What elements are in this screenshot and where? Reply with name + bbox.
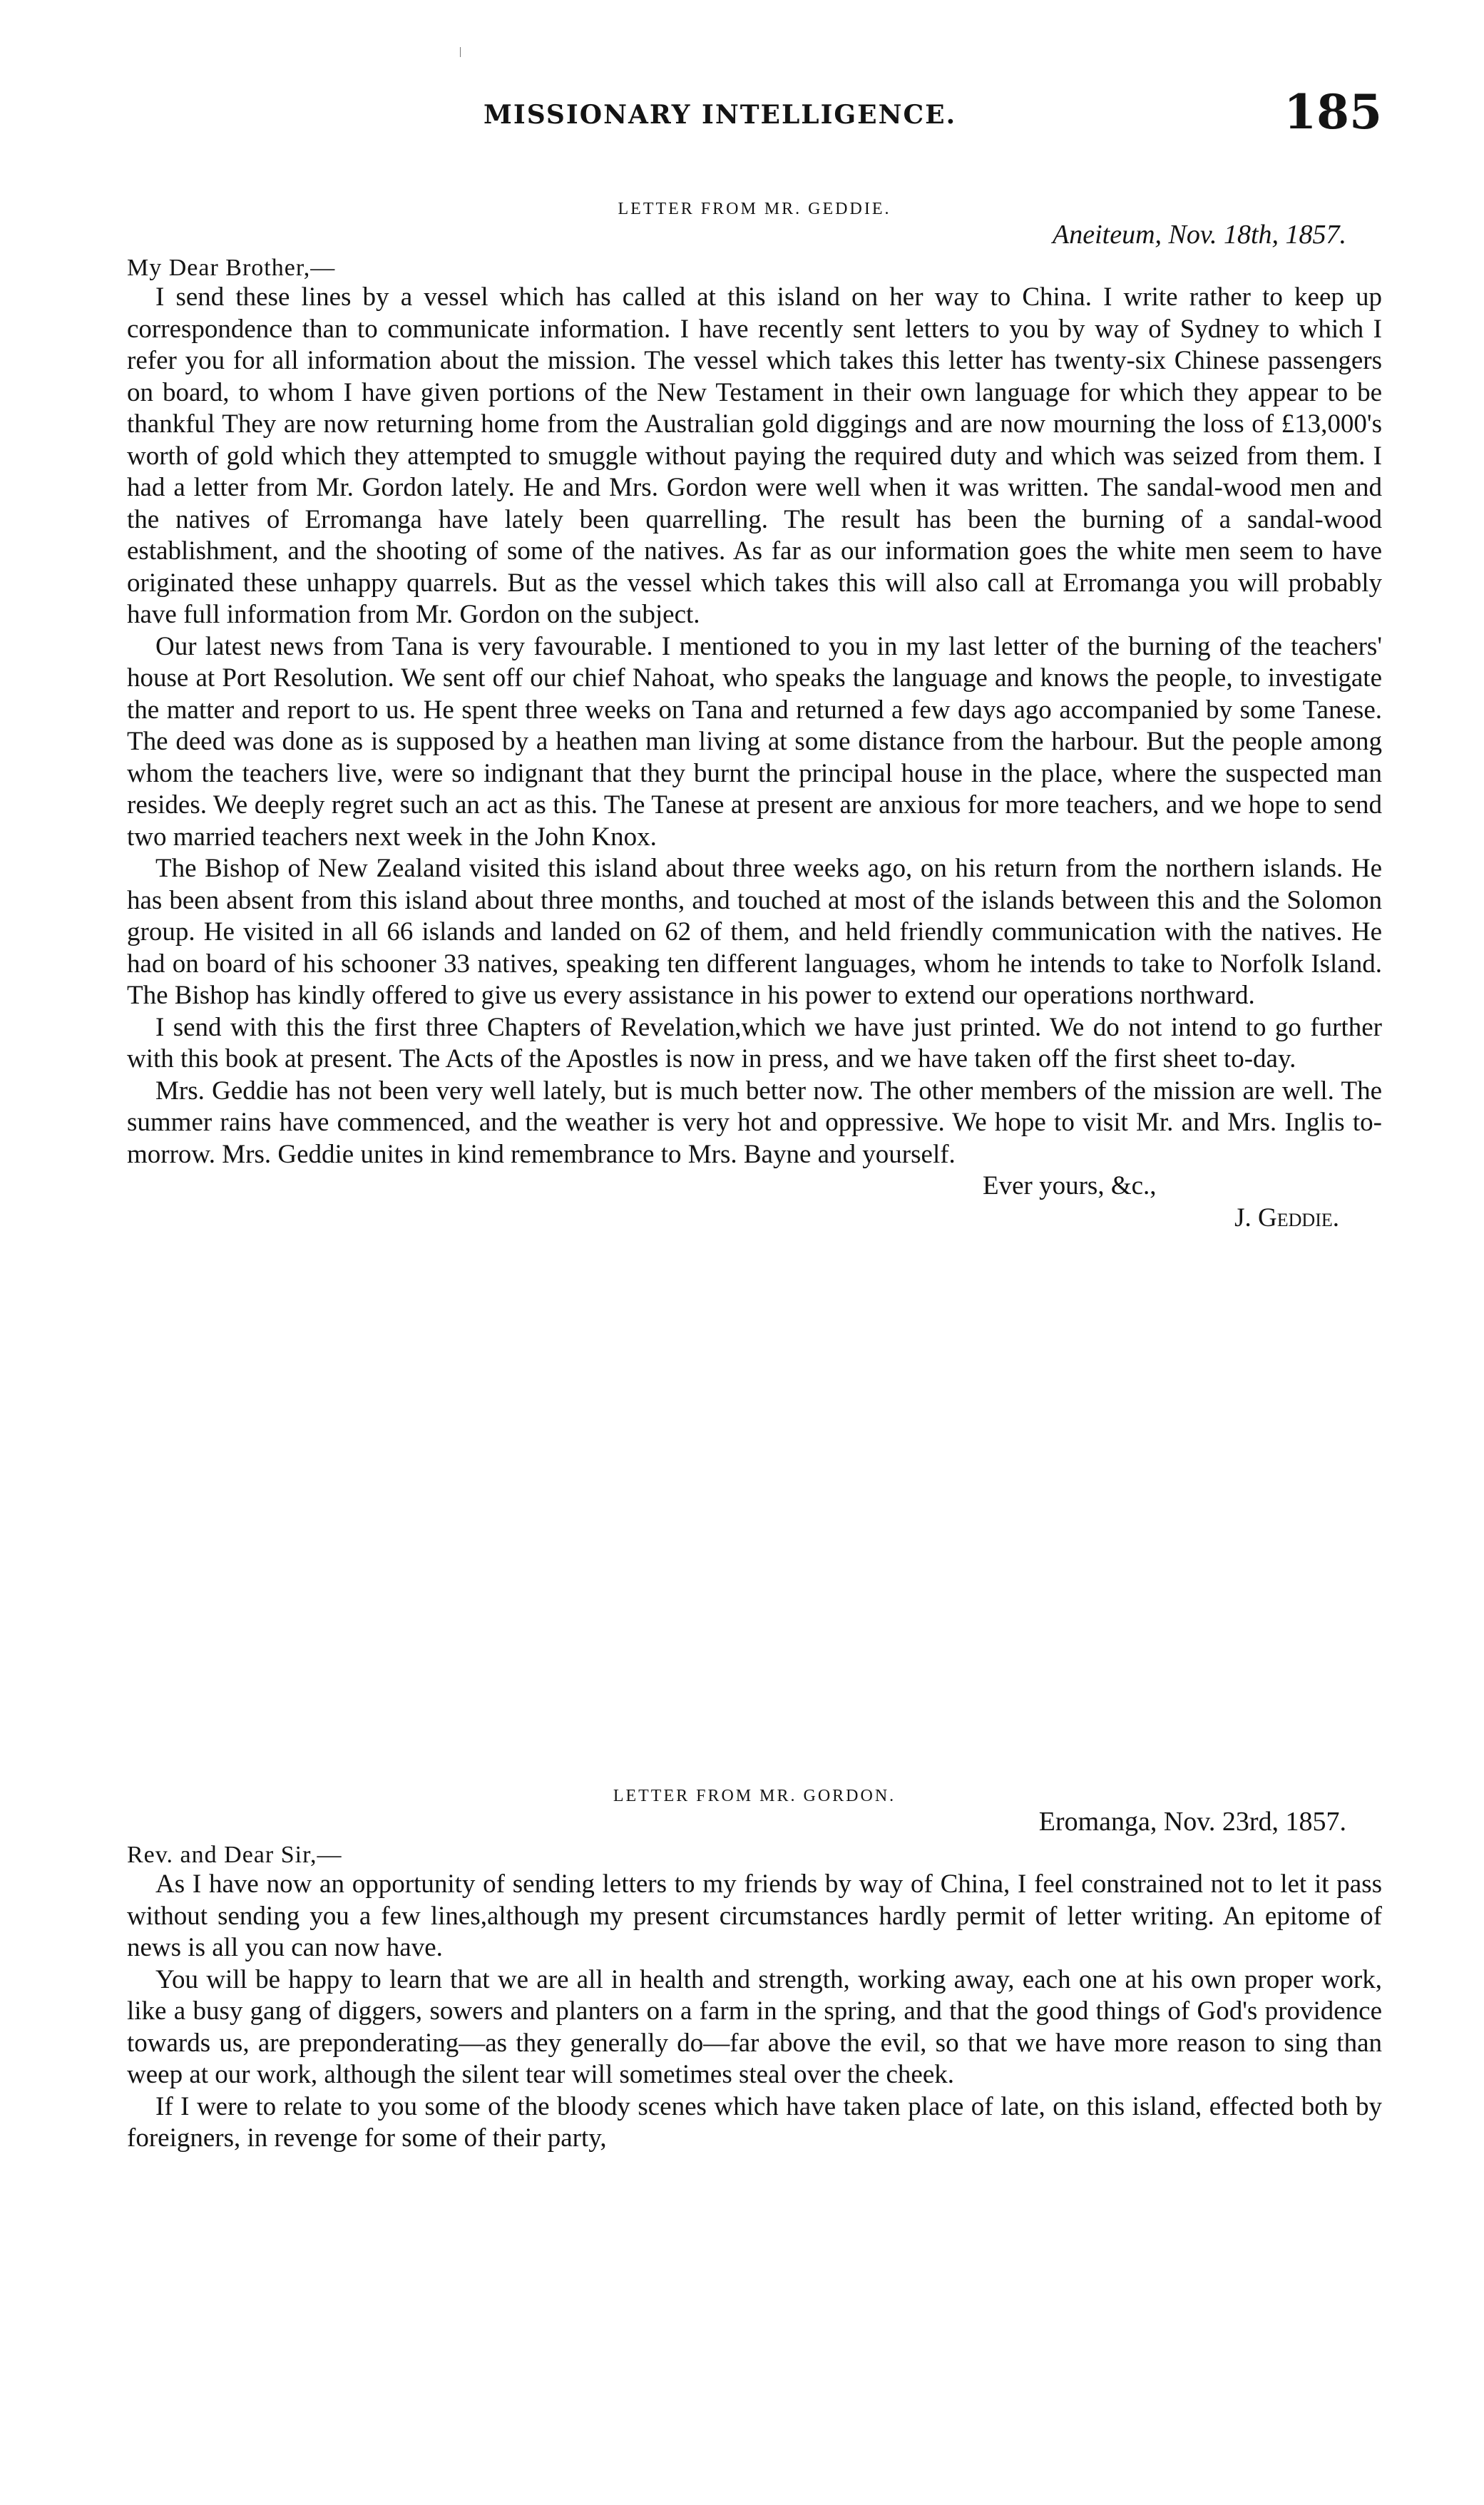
salutation: My Dear Brother,— bbox=[127, 255, 336, 281]
paragraph: Mrs. Geddie has not been very well lately, but is much better now. The other members of the mission are well. The summer rains have commenced, and the weather is very hot and oppressive. We hope to visit Mr. and Mrs. Inglis to-morrow. Mrs. Geddie unites in kind remembrance to Mrs. Bayne and yourself. bbox=[127, 1076, 1382, 1169]
paragraph: The Bishop of New Zealand visited this island about three weeks ago, on his return from the northern islands. He has been absent from this island about three months, and touched at most of the islands between this and the Solomon group. He visited in all 66 islands and landed on 62 of them, and held friendly communication with the natives. He had on board of his schooner 33 natives, speaking ten different languages, whom he intends to take to Norfolk Island. The Bishop has kindly offered to give us every assistance in his power to extend our operations northward. bbox=[127, 854, 1382, 1010]
letter-gordon bbox=[127, 1787, 1382, 2155]
paragraph: You will be happy to learn that we are all in health and strength, working away, each one at his own proper work, like a busy gang of diggers, sowers and planters on a farm in the spring, and that the good things of God's providence towards us, are preponderating—as they generally do—far above the evil, so that we have more reason to sing than weep at our work, although the silent tear will sometimes steal over the cheek. bbox=[127, 1964, 1382, 2089]
margin-mark bbox=[460, 47, 461, 57]
paragraph: As I have now an opportunity of sending letters to my friends by way of China, I feel constrained not to let it pass without sending you a few lines,although my present circumstances hardly permit of letter writing. An epitome of news is all you can now have. bbox=[127, 1869, 1382, 1962]
letter-heading: LETTER FROM MR. GORDON. bbox=[613, 1787, 896, 1805]
letter-heading: LETTER FROM MR. GEDDIE. bbox=[618, 200, 891, 218]
closing: Ever yours, &c., bbox=[983, 1171, 1157, 1200]
salutation: Rev. and Dear Sir,— bbox=[127, 1842, 342, 1868]
paragraph: I send these lines by a vessel which has called at this island on her way to China. I write rather to keep up correspondence than to communicate information. I have recently sent letters to you by way of Sydney to which I refer you for all information about the mission. The vessel which takes this letter has twenty-six Chinese passengers on board, to whom I have given portions of the New Testament in their own language for which they appear to be thankful They are now returning home from the Australian gold diggings and are now mourning the loss of £13,000's worth of gold which they attempted to smuggle without paying the required duty and which was seized from them. I had a letter from Mr. Gordon lately. He and Mrs. Gordon were well when it was written. The sandal-wood men and the natives of Erromanga have lately been quarrelling. The result has been the burning of a sandal-wood establishment, and the shooting of some of the natives. As far as our information goes the white men seem to have originated these unhappy quarrels. But as the vessel which takes this will also call at Erromanga you will probably have full information from Mr. Gordon on the subject. bbox=[127, 282, 1382, 629]
signature: J. Geddie. bbox=[1234, 1203, 1339, 1233]
page-number: 185 bbox=[1284, 84, 1382, 140]
paragraph: Our latest news from Tana is very favourable. I mentioned to you in my last letter of the burning of the teachers' house at Port Resolution. We sent off our chief Nahoat, who speaks the language and knows the people, to investigate the matter and report to us. He spent three weeks on Tana and returned a few days ago accompanied by some Tanese. The deed was done as is supposed by a heathen man living at some distance from the harbour. But the people among whom the teachers live, were so indignant that they burnt the principal house in the place, where the suspected man resides. We deeply regret such an act as this. The Tanese at present are anxious for more teachers, and we hope to send two married teachers next week in the John Knox. bbox=[127, 631, 1382, 852]
page-header bbox=[127, 84, 1382, 148]
letter-geddie bbox=[127, 200, 1382, 1234]
paragraph: If I were to relate to you some of the bloody scenes which have taken place of late, on this island, effected both by foreigners, in revenge for some of their party, bbox=[127, 2091, 1382, 2153]
dateline: Eromanga, Nov. 23rd, 1857. bbox=[1038, 1807, 1346, 1837]
running-head: MISSIONARY INTELLIGENCE. bbox=[483, 100, 957, 130]
paragraph: I send with this the first three Chapters of Revelation,which we have just printed. We do not intend to go further with this book at present. The Acts of the Apostles is now in press, and we have taken off the first sheet to-day. bbox=[127, 1012, 1382, 1073]
dateline: Aneiteum, Nov. 18th, 1857. bbox=[1053, 220, 1346, 250]
